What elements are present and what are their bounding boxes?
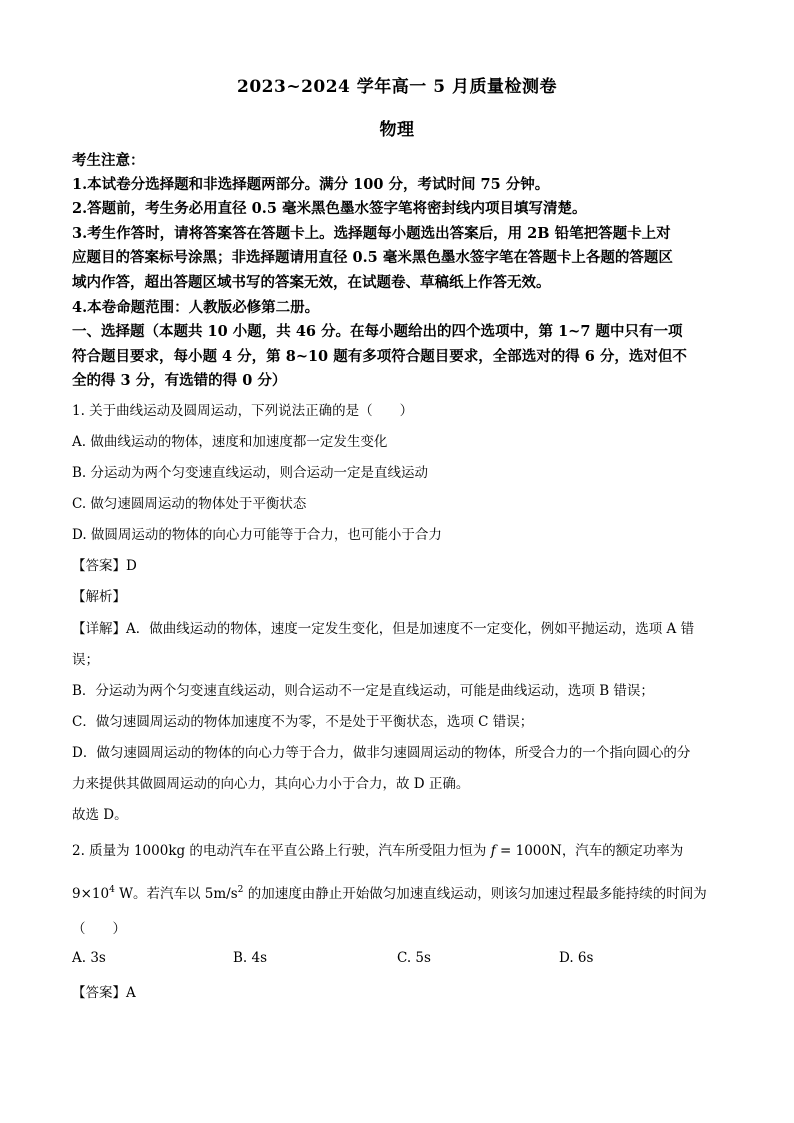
q2-option-c: C. 5s (397, 950, 431, 966)
f-symbol: f (490, 843, 496, 859)
q1-detail-line (72, 617, 732, 637)
answer-tag: 【答案】 (72, 558, 126, 574)
section-line: 全的得 3 分，有选错的得 0 分） (72, 372, 287, 389)
acc-value: 5m/s (204, 886, 238, 902)
power-base: 9×10 (72, 886, 110, 902)
q1-option-a: A. 做曲线运动的物体，速度和加速度都一定发生变化 (72, 434, 388, 450)
q2-text: 。若汽车以 (133, 886, 205, 902)
q1-detail-line: B．分运动为两个匀变速直线运动，则合运动不一定是直线运动，可能是曲线运动，选项 B 错误； (72, 683, 654, 699)
answer-value: A (126, 985, 136, 1001)
notice-line: 应题目的答案标号涂黑；非选择题请用直径 0.5 毫米黑色墨水签字笔在答题卡上各题的答题区 (72, 249, 673, 266)
answer-value: D (126, 558, 137, 574)
q1-option-b: B. 分运动为两个匀变速直线运动，则合运动一定是直线运动 (72, 465, 429, 481)
exam-title: 2023~2024 学年高一 5 月质量检测卷 (237, 77, 557, 97)
q2-answer (72, 981, 732, 1001)
notice-line: 3.考生作答时，请将答案答在答题卡上。选择题每小题选出答案后，用 2B 铅笔把答题卡上对 (72, 225, 671, 242)
q1-detail-line: D．做匀速圆周运动的物体的向心力等于合力，做非匀速圆周运动的物体，所受合力的一个指向圆心的分 (72, 745, 691, 761)
q2-option-d: D. 6s (559, 950, 594, 966)
detail-tag: 【详解】 (72, 621, 126, 637)
q2-text: 的加速度由静止开始做匀加速直线运动，则该匀加速过程最多能持续的时间为 (243, 886, 707, 902)
notice-line: 4.本卷命题范围：人教版必修第二册。 (72, 299, 320, 316)
section-line: 符合题目要求，每小题 4 分，第 8~10 题有多项符合题目要求，全部选对的得 6 分，选对但不 (72, 348, 687, 365)
section-line: 一、选择题（本题共 10 小题，共 46 分。在每小题给出的四个选项中，第 1~7 题中只有一项 (72, 323, 683, 340)
q2-option-b: B. 4s (233, 950, 268, 966)
acc-exponent: 2 (237, 885, 244, 895)
q1-answer (72, 554, 732, 574)
q2-stem-line2 (72, 882, 732, 902)
q1-detail-line: 故选 D。 (72, 807, 128, 823)
q2-option-a: A. 3s (72, 950, 106, 966)
power-exponent: 4 (109, 885, 115, 895)
q2-paren: （ ） (72, 921, 126, 937)
q1-option-c: C. 做匀速圆周运动的物体处于平衡状态 (72, 496, 307, 512)
q1-detail-line: 误； (72, 652, 99, 668)
q2-stem-line1 (72, 839, 732, 859)
subject-title: 物理 (379, 120, 415, 140)
q1-detail-line: C．做匀速圆周运动的物体加速度不为零，不是处于平衡状态，选项 C 错误； (72, 714, 534, 730)
detail-text: A．做曲线运动的物体，速度一定发生变化，但是加速度不一定变化，例如平抛运动，选项 A 错 (126, 621, 695, 637)
answer-tag: 【答案】 (72, 985, 126, 1001)
notice-heading: 考生注意： (72, 152, 145, 169)
f-value: = 1000N (495, 843, 562, 859)
q1-option-d: D. 做圆周运动的物体的向心力可能等于合力，也可能小于合力 (72, 527, 442, 543)
q1-detail-line: 力来提供其做圆周运动的向心力，其向心力小于合力，故 D 正确。 (72, 776, 470, 792)
notice-line: 1.本试卷分选择题和非选择题两部分。满分 100 分，考试时间 75 分钟。 (72, 176, 550, 193)
q1-analysis-tag: 【解析】 (72, 589, 126, 605)
q2-text: ，汽车的额定功率为 (561, 843, 684, 859)
power-unit: W (114, 886, 133, 902)
q2-text: 2. 质量为 1000kg 的电动汽车在平直公路上行驶，汽车所受阻力恒为 (72, 843, 491, 859)
notice-line: 2.答题前，考生务必用直径 0.5 毫米黑色墨水签字笔将密封线内项目填写清楚。 (72, 200, 587, 217)
q1-stem: 1. 关于曲线运动及圆周运动，下列说法正确的是（ ） (72, 403, 414, 419)
notice-line: 域内作答，超出答题区域书写的答案无效，在试题卷、草稿纸上作答无效。 (72, 274, 551, 291)
